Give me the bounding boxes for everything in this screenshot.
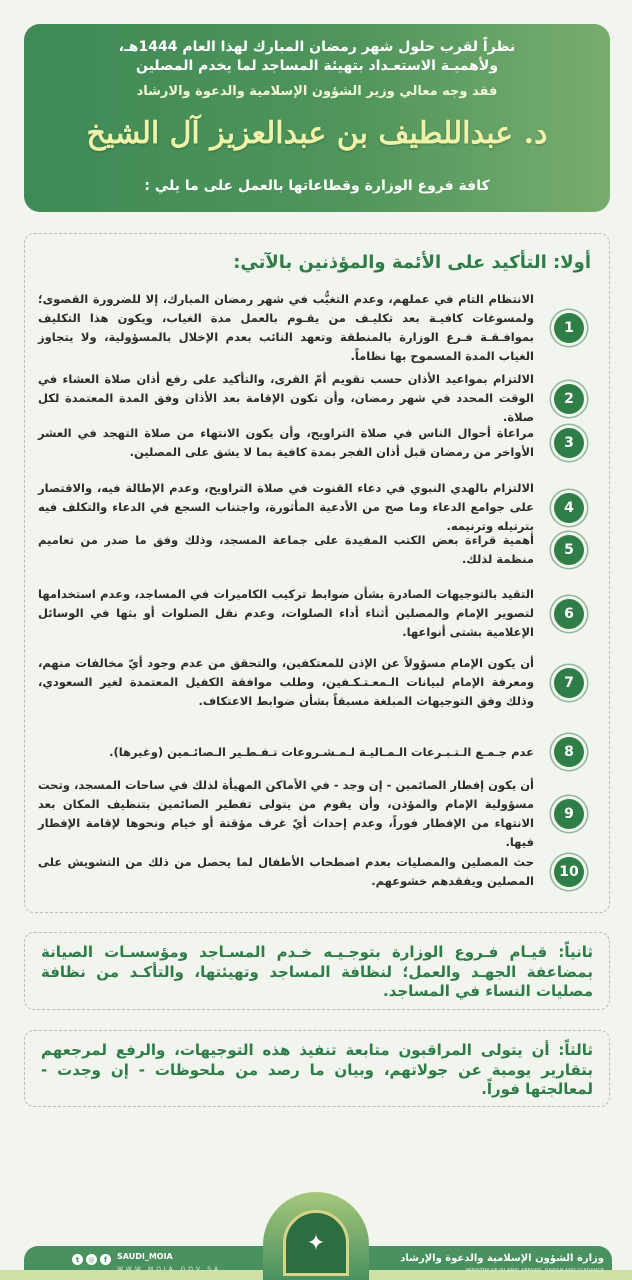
item-number-badge: 3 [554,428,584,458]
item-number-badge: 7 [554,668,584,698]
list-item [38,290,592,366]
ministry-name-ar: وزارة الشؤون الإسلامية والدعوة والإرشاد [400,1253,604,1264]
item-number-badge: 8 [554,737,584,767]
list-item [38,424,592,462]
item-text: أهمية قراءة بعض الكتب المفيدة على جماعة المسجد، وذلك وفق ما صدر من تعاميم منظمة لذلك. [38,533,534,566]
ministry-logo: ✦ [283,1210,349,1276]
item-text: أن يكون إفطار الصائمين - إن وجد - في الأماكن المهيأة لذلك في ساحات المسجد، وتحت مسؤولية الإمام والمؤذن، وأن يقوم من يتولى تفطير الصائمين بتنظيف المكان بعد الانتهاء من الإفطار فوراً، وعدم إحداث أيّ غرف مؤقتة أو خيام ونحوها لإقامة الإفطار فيها. [38,778,534,849]
list-item [38,776,592,852]
list-item [38,737,592,767]
section-title: أولا: التأكيد على الأئمة والمؤذنين بالآتي: [233,252,591,273]
intro-text [24,38,610,76]
twitter-icon[interactable]: t [72,1254,83,1265]
instagram-icon[interactable]: ◎ [86,1254,97,1265]
item-text: الانتظام التام في عملهم، وعدم التغيُّب في شهر رمضان المبارك، إلا للضرورة القصوى؛ ولمسوغات كافيـة بعد تكليـف من يقـوم بالعمل مدة الغياب، ويكون هذا التكليف بموافـقـة فـرع الوزارة بالمنطقة وتعهد النائب بعدم الإخلال بالمسؤولية، ولا يتجاوز الغياب المدة المسموح بها نظاماً. [38,292,534,363]
directive-text: فقد وجه معالي وزير الشؤون الإسلامية والدعوة والارشاد [136,84,498,99]
social-handle[interactable]: SAUDI_MOIA [117,1252,173,1261]
item-number-badge: 1 [554,313,584,343]
website-link[interactable]: WWW.MOIA.GOV.SA [117,1266,222,1273]
item-text: حث المصلين والمصليات بعدم اصطحاب الأطفال لما يحصل من ذلك من التشويش على المصلين ويفقدهم خشوعهم. [38,855,534,888]
item-text: الالتزام بمواعيد الأذان حسب تقويم أمّ القرى، والتأكيد على رفع أذان صلاة العشاء في الوقت المحدد في شهر رمضان، وأن تكون الإقامة بعد الأذان وفق المدة المعتمدة لكل صلاة. [38,372,534,424]
header-banner [24,24,610,212]
item-number-badge: 2 [554,384,584,414]
list-item [38,370,592,427]
section-second-text: ثانياً: قيـام فـروع الوزارة بتوجـيـه خـدم المسـاجد ومؤسسـات الصيانة بمضاعفة الجهـد والعمل؛ لنظافة المساجد وتهيئتها، والتأكـد من نظافة مصليات النساء في المساجد. [41,943,593,1000]
intro-line-1: نظراً لقرب حلول شهر رمضان المبارك لهذا العام 1444هـ، [118,39,516,55]
list-item [38,479,592,536]
closing-text: كافة فروع الوزارة وقطاعاتها بالعمل على ما يلي : [144,178,490,194]
minister-name: د. عبداللطيف بن عبدالعزيز آل الشيخ [86,116,548,151]
list-item [38,585,592,642]
section-second [24,932,610,1010]
intro-line-2: ولأهميـة الاستعـداد بتهيئة المساجد لما يخدم المصلين [135,58,499,74]
item-text: الالتزام بالهدي النبوي في دعاء القنوت في صلاة التراويح، وعدم الإطالة فيه، والاقتصار على جوامع الدعاء وما صح من الأدعية المأثورة، واجتناب السجع في الدعاء والتكلف فيه بترتيله وترنيمه. [38,481,534,533]
item-text: عدم جـمـع الـتـبـرعات الـمـاليـة لـمـشـروعات تـفـطـير الـصائـمين (وغيرها). [109,744,534,759]
item-number-badge: 5 [554,535,584,565]
item-text: مراعاة أحوال الناس في صلاة التراويح، وأن يكون الانتهاء من صلاة التهجد في العشر الأواخر من رمضان قبل أذان الفجر بمدة كافية بما لا يشق على المصلين. [38,426,534,459]
list-item [38,853,592,891]
list-item [38,654,592,711]
facebook-icon[interactable]: f [100,1254,111,1265]
item-number-badge: 4 [554,493,584,523]
item-number-badge: 9 [554,799,584,829]
item-number-badge: 10 [554,857,584,887]
item-text: التقيد بالتوجيهات الصادرة بشأن ضوابط تركيب الكاميرات في المساجد، وعدم استخدامها لتصوير الإمام والمصلين أثناء أداء الصلوات، وعدم نقل الصلوات أو بثها في الوسائل الإعلامية بشتى أنواعها. [38,587,534,639]
ministry-name-en: MINISTRY OF ISLAMIC AFFAIRS, DAWAH AND GUIDANCE [465,1268,604,1274]
section-third [24,1030,610,1107]
list-item [38,531,592,569]
item-number-badge: 6 [554,599,584,629]
section-third-text: ثالثاً: أن يتولى المراقبون متابعة تنفيذ هذه التوجيهات، والرفع لمرجعهم بتقارير يومية عن جولاتهم، وبيان ما رصد من ملحوظات - إن وجدت - لمعالجتها فوراً. [41,1041,593,1098]
item-text: أن يكون الإمام مسؤولاً عن الإذن للمعتكفين، والتحقق من عدم وجود أيّ مخالفات منهم، ومعرفة الإمام لبيانات الـمعـتـكـفين، وطلب موافقة الكفيل المعتمدة لغير السعودي، وذلك وفق التوجيهات المبلغة مسبقاً بشأن ضوابط الاعتكاف. [38,656,534,708]
